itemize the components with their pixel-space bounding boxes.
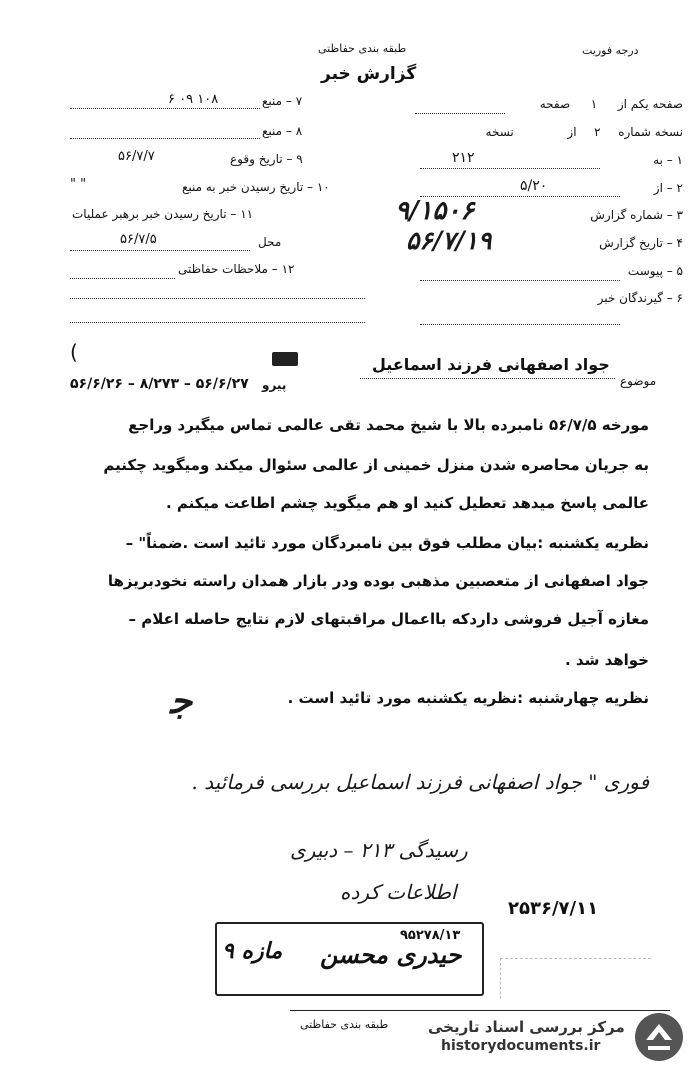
right-field-from-value: ۵/۲۰ [520, 178, 548, 194]
stamp-name: حیدری محسن [320, 940, 462, 969]
right-field-page: صفحه یکم از ۱ صفحه [539, 97, 683, 111]
body-line-6: مغازه آجیل فروشی داردکه بااعمال مراقبتهای لازم نتایج حاصله اعلام – [128, 610, 649, 628]
subject-label: موضوع [620, 374, 657, 388]
left-field-security-notes: ۱۲ – ملاحظات حفاظتی [178, 262, 295, 276]
left-field-date-received-value: " " [70, 177, 87, 192]
body-line-1: مورخه ۵۶/۷/۵ نامبرده بالا با شیخ محمد تقی عالمی تماس میگیرد وراجع [128, 416, 649, 434]
right-field-from: ۲ – از [653, 181, 683, 195]
watermark-logo-icon [632, 1010, 686, 1064]
stamp-serial: ۹۵۲۷۸/۱۳ [400, 928, 461, 943]
subject-value: جواد اصفهانی فرزند اسماعیل [372, 355, 610, 374]
body-line-2: به جریان محاصره شدن منزل خمینی از عالمی سئوال میکند ومیگوید چکنیم [103, 456, 649, 474]
right-field-report-date: ۴ – تاریخ گزارش [599, 236, 683, 250]
right-field-recipients: ۶ – گیرندگان خبر [597, 291, 683, 305]
left-field-date-received: ۱۰ – تاریخ رسیدن خبر به منبع [182, 180, 330, 194]
report-number-handwritten: ۹/۱۵۰۶ [395, 196, 475, 226]
left-field-location-value: ۵۶/۷/۵ [120, 232, 157, 247]
signature: ﺟ [170, 680, 193, 722]
reference-value: ۵۶/۶/۲۶ – ۸/۲۷۳ – ۵۶/۶/۲۷ [70, 376, 249, 392]
right-field-copy: نسخه شماره ۲ از نسخه [485, 125, 683, 139]
stamp-number: مازه ۹ [222, 938, 283, 964]
report-date-handwritten: ۵۶/۷/۱۹ [406, 226, 492, 255]
handwritten-date: ۲۵۳۶/۷/۱۱ [508, 898, 599, 919]
handwritten-routing: رسیدگی ۲۱۳ – دبیری [290, 838, 468, 862]
left-field-date-occurrence: ۹ – تاریخ وقوع [230, 152, 303, 166]
footer-classification: طبقه بندی حفاظتی [300, 1018, 389, 1031]
right-field-attachment: ۵ – پیوست [627, 264, 683, 278]
left-field-date-occurrence-value: ۵۶/۷/۷ [118, 149, 155, 164]
right-field-to-value: ۲۱۲ [452, 150, 475, 166]
body-line-3: عالمی پاسخ میدهد تعطیل کنید او هم میگوید چشم اطاعت میکنم . [165, 494, 649, 512]
right-field-to: ۱ – به [653, 153, 683, 167]
handwritten-note: اطلاعات کرده [340, 880, 457, 904]
left-field-source-2: ۸ – منبع [262, 124, 303, 138]
document-title: گزارش خبر [321, 64, 417, 84]
left-field-location: محل [258, 235, 282, 249]
header-classification: طبقه بندی حفاظتی [318, 42, 407, 55]
redaction-mark [272, 352, 298, 366]
reference-label: پیرو [262, 378, 287, 392]
urgency-label: درجه فوریت [582, 44, 639, 57]
right-field-report-number: ۳ – شماره گزارش [590, 208, 683, 222]
watermark-url: historydocuments.ir [441, 1038, 601, 1054]
left-field-date-leader: ۱۱ – تاریخ رسیدن خبر برهبر عملیات [72, 207, 254, 221]
left-field-source-value: ۱۰۸ ۰۹ ۶ [168, 92, 219, 107]
body-line-5: جواد اصفهانی از متعصبین مذهبی بوده ودر بازار همدان راسته نخودبریزها [107, 572, 649, 590]
body-line-7: خواهد شد . [565, 651, 649, 669]
margin-mark: ( [70, 340, 78, 364]
footer-rule [290, 1010, 670, 1011]
body-line-4: نظریه یکشنبه :بیان مطلب فوق بین نامبردگان مورد تائید است .ضمناً" – [125, 534, 649, 552]
left-field-source: ۷ – منبع [262, 94, 303, 108]
faint-stamp [500, 958, 651, 999]
watermark-name: مرکز بررسی اسناد تاریخی [428, 1018, 625, 1036]
handwritten-order: فوری " جواد اصفهانی فرزند اسماعیل بررسی فرمائید . [191, 770, 649, 794]
body-line-8: نظریه چهارشنبه :نظریه یکشنبه مورد تائید است . [287, 689, 649, 707]
